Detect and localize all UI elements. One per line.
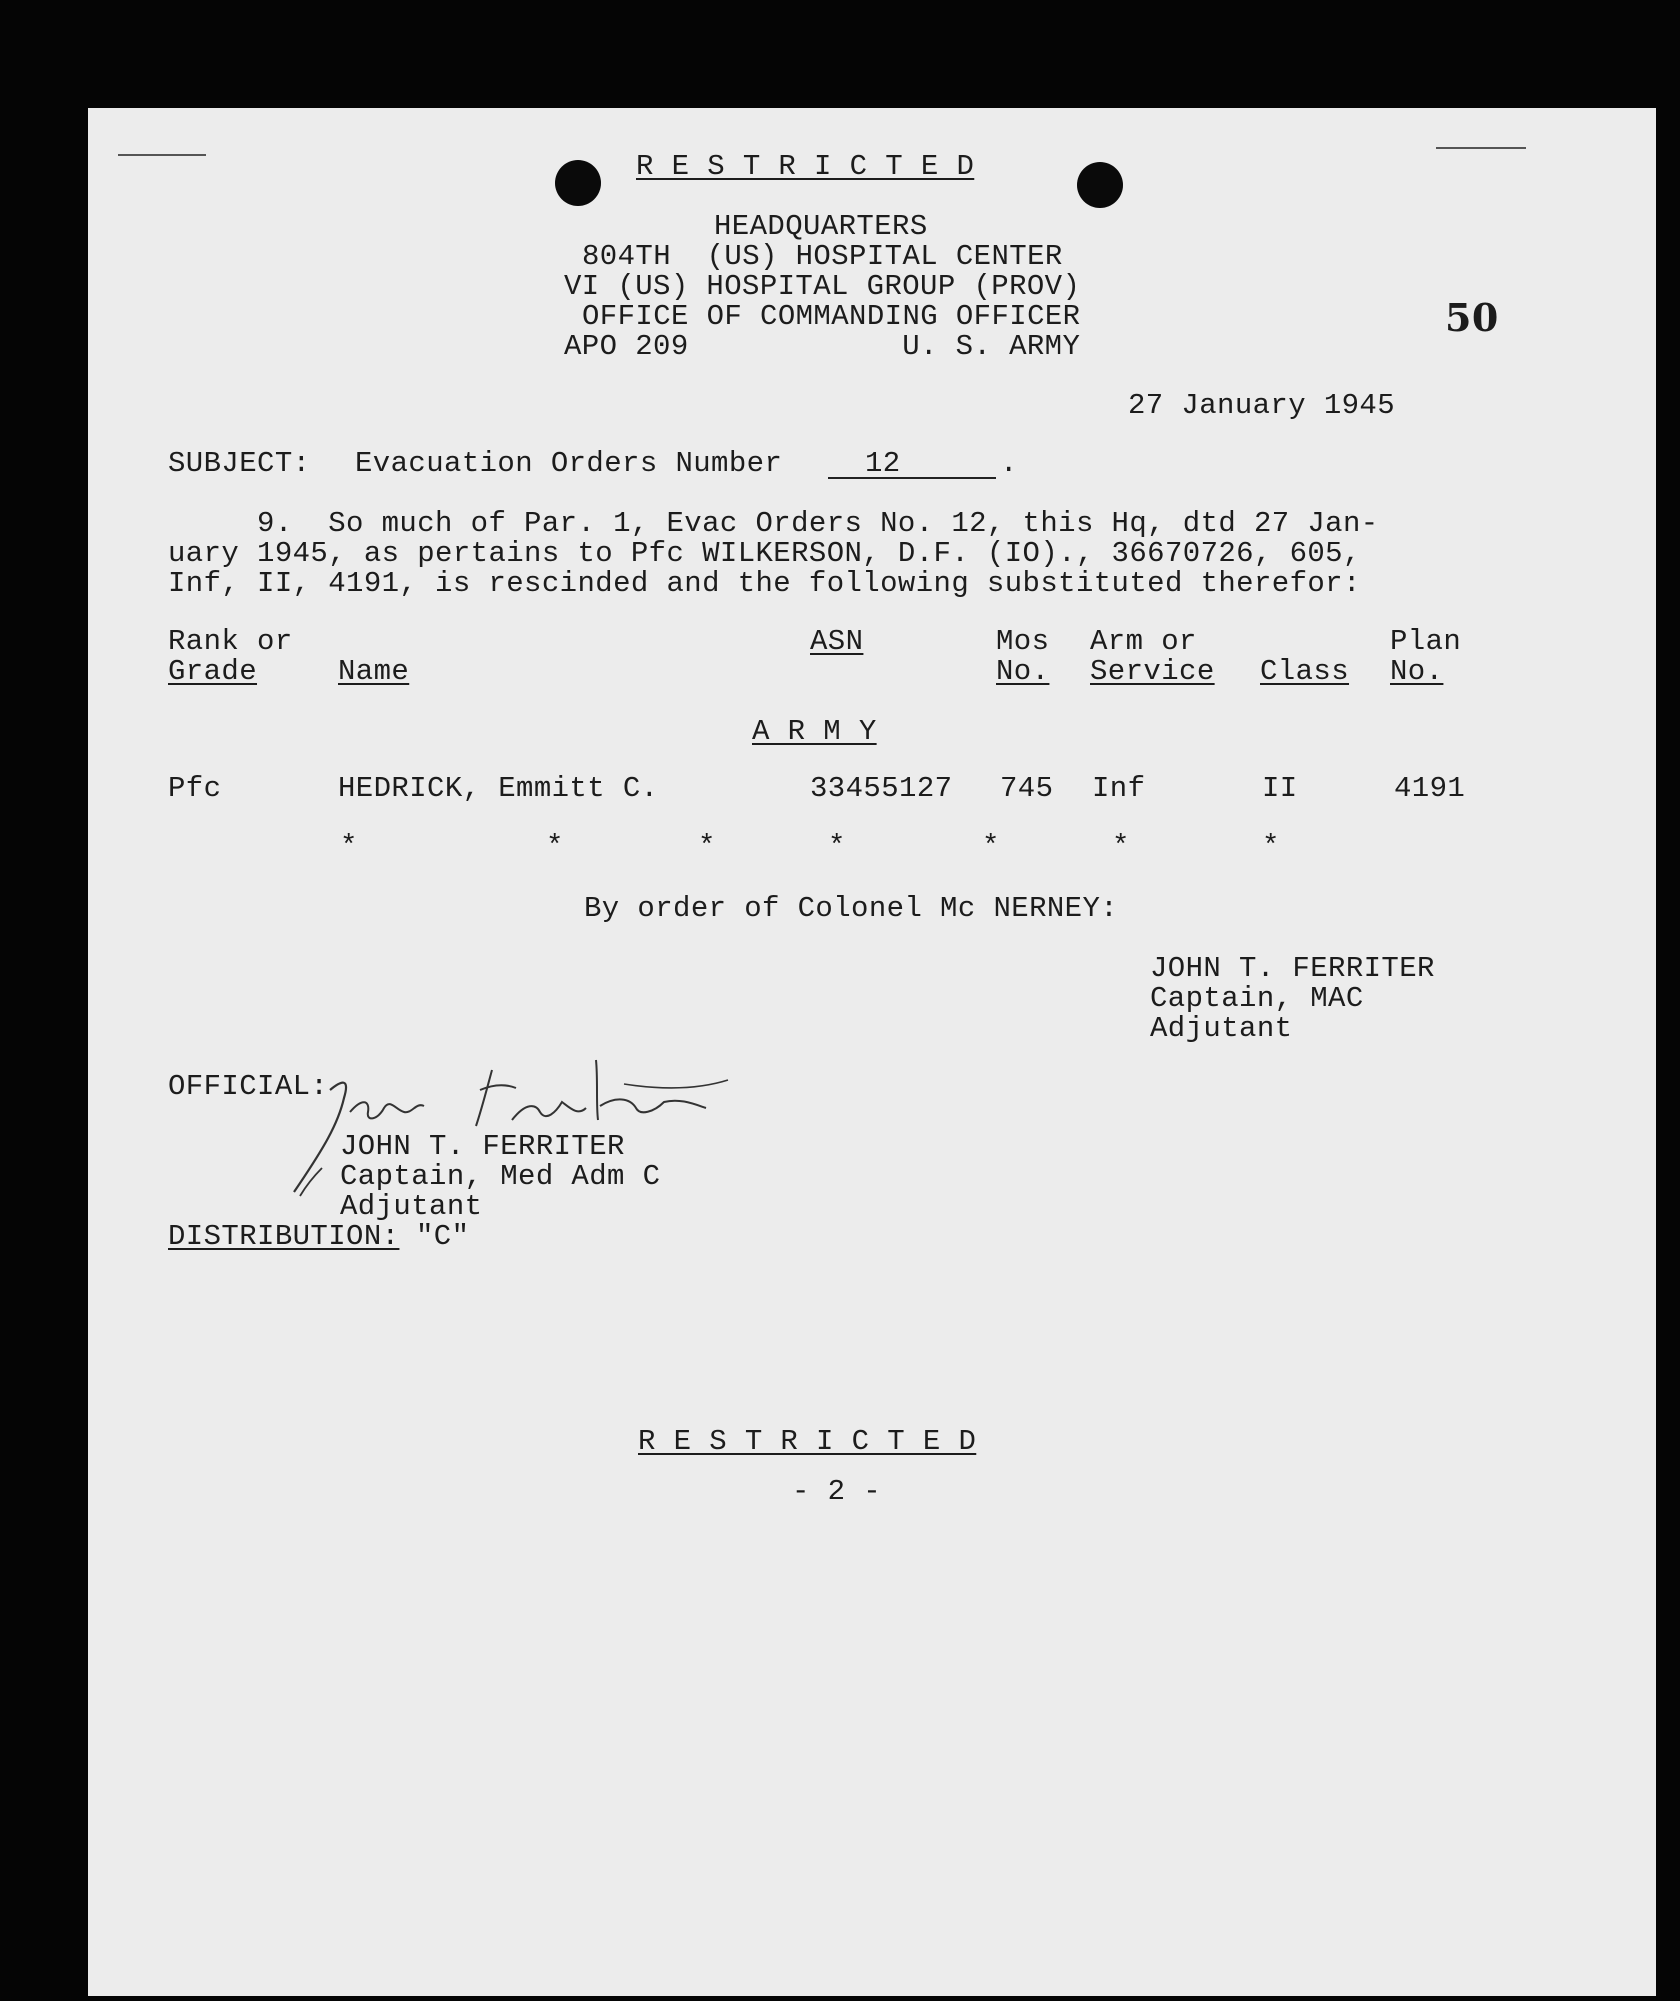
header-service: Service <box>1090 655 1215 688</box>
page-stamp: 50 <box>1445 295 1499 340</box>
header-rank: Rank or <box>168 625 293 658</box>
row-asn: 33455127 <box>810 772 953 805</box>
section-army: A R M Y <box>752 715 877 748</box>
row-plan: 4191 <box>1394 772 1466 805</box>
order-number: 12 <box>865 447 901 480</box>
header-class: Class <box>1260 655 1350 688</box>
edge-mark-left <box>118 154 206 156</box>
separator-asterisk: * <box>340 830 358 863</box>
signatory-title: Adjutant <box>1150 1012 1293 1045</box>
separator-asterisk: * <box>698 830 716 863</box>
by-order-line: By order of Colonel Mc NERNEY: <box>584 892 1119 925</box>
header-mos-no: No. <box>996 655 1050 688</box>
official-rank: Captain, Med Adm C <box>340 1160 661 1193</box>
official-label: OFFICIAL: <box>168 1070 329 1103</box>
header-grade: Grade <box>168 655 258 688</box>
subject-period: . <box>1000 447 1018 480</box>
header-arm: Arm or <box>1090 625 1197 658</box>
header-plan: Plan <box>1390 625 1462 658</box>
row-rank: Pfc <box>168 772 222 805</box>
distribution-label: DISTRIBUTION: <box>168 1220 400 1253</box>
paragraph-line: uary 1945, as pertains to Pfc WILKERSON, D.F. (IO)., 36670726, 605, <box>168 537 1361 570</box>
official-name: JOHN T. FERRITER <box>340 1130 625 1163</box>
page-number: - 2 - <box>792 1475 882 1508</box>
row-arm: Inf <box>1092 772 1146 805</box>
hq-line: APO 209 U. S. ARMY <box>564 330 1081 363</box>
classification-top: R E S T R I C T E D <box>636 150 975 183</box>
header-plan-no: No. <box>1390 655 1444 688</box>
subject-number <box>828 449 996 479</box>
separator-asterisk: * <box>982 830 1000 863</box>
date: 27 January 1945 <box>1128 389 1396 422</box>
classification-bottom: R E S T R I C T E D <box>638 1425 977 1458</box>
punch-hole-left <box>555 160 601 206</box>
row-class: II <box>1262 772 1298 805</box>
hq-line: VI (US) HOSPITAL GROUP (PROV) <box>564 270 1081 303</box>
signatory-name: JOHN T. FERRITER <box>1150 952 1435 985</box>
distribution-value: "C" <box>416 1220 470 1253</box>
edge-mark-right <box>1436 147 1526 149</box>
header-name: Name <box>338 655 410 688</box>
hq-line: OFFICE OF COMMANDING OFFICER <box>582 300 1081 333</box>
official-title: Adjutant <box>340 1190 483 1223</box>
separator-asterisk: * <box>1262 830 1280 863</box>
hq-line: HEADQUARTERS <box>714 210 928 243</box>
row-mos: 745 <box>1000 772 1054 805</box>
separator-asterisk: * <box>546 830 564 863</box>
subject-text: Evacuation Orders Number <box>355 447 783 480</box>
header-mos: Mos <box>996 625 1050 658</box>
paragraph-line: 9. So much of Par. 1, Evac Orders No. 12, this Hq, dtd 27 Jan- <box>168 507 1379 540</box>
punch-hole-right <box>1077 162 1123 208</box>
paragraph-line: Inf, II, 4191, is rescinded and the following substituted therefor: <box>168 567 1361 600</box>
row-name: HEDRICK, Emmitt C. <box>338 772 659 805</box>
separator-asterisk: * <box>1112 830 1130 863</box>
hq-line: 804TH (US) HOSPITAL CENTER <box>582 240 1063 273</box>
signatory-rank: Captain, MAC <box>1150 982 1364 1015</box>
separator-asterisk: * <box>828 830 846 863</box>
subject-label: SUBJECT: <box>168 447 311 480</box>
header-asn: ASN <box>810 625 864 658</box>
